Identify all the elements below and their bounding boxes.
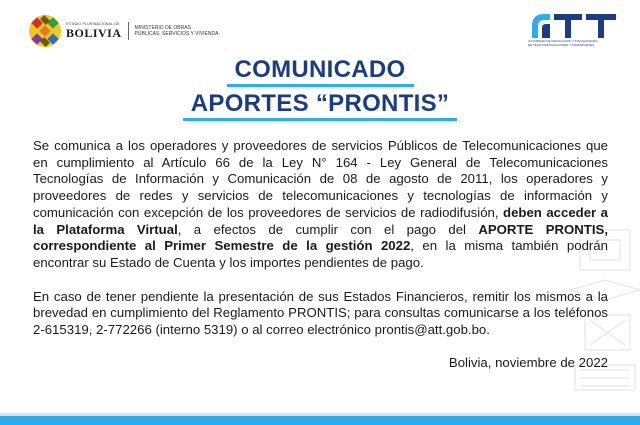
country-name: BOLIVIA — [66, 25, 122, 40]
p1-bold-plataforma-virtual: deben acceder a la Plataforma Virtual — [33, 204, 609, 237]
p1-text-3: , en la misma también podrán encontrar su Estado de Cuenta y los importes pendientes de pago. — [33, 238, 608, 270]
footer-accent-bar — [0, 416, 640, 425]
estado-label: ESTADO PLURINACIONAL DE — [66, 22, 120, 27]
paragraph-1 — [33, 138, 608, 272]
p1-text-1: Se comunica a los operadores y proveedores de servicios Públicos de Telecomunicaciones que en cumplimiento al Artículo 66 de la Ley N° 164 - Ley General de Telecomunicaciones Tecnologías de Información y Comunicación de 08 de agosto de 2011, los operadores y proveedores de redes y servicios de telecomunicaciones y tecnologías de información y comunicación con excepción de los proveedores de servicios de radiodifusión, — [33, 138, 608, 220]
ministry-name — [135, 25, 219, 38]
government-logo — [28, 14, 218, 48]
att-subtitle — [528, 40, 623, 47]
title-block — [0, 56, 640, 121]
att-subtitle-line-2: DE TELECOMUNICACIONES Y TRANSPORTES — [528, 42, 595, 47]
body-content — [33, 138, 608, 371]
header — [0, 0, 640, 58]
bolivia-seal-icon — [28, 14, 62, 48]
att-logo-icon — [528, 12, 623, 38]
att-logo — [528, 12, 623, 47]
signoff-date: Bolivia, noviembre de 2022 — [448, 354, 608, 370]
paragraph-2: En caso de tener pendiente la presentación de sus Estados Financieros, remitir los mismos a la brevedad en cumplimiento del Reglamento PRONTIS; para consultas comunicarse a los teléfonos 2-615319, 2-772266 (interno 5319) o al correo electrónico prontis@att.gob.bo. — [33, 288, 608, 338]
title-comunicado: COMUNICADO — [227, 56, 414, 87]
title-aportes-prontis: APORTES “PRONTIS” — [183, 90, 457, 121]
gov-text — [66, 23, 122, 39]
p1-text-2: , a efectos de cumplir con el pago del — [177, 221, 479, 237]
ministry-line-2: PÚBLICAS, SERVICIOS Y VIVIENDA — [134, 31, 219, 37]
logo-divider — [128, 22, 129, 40]
ministry-line-1: MINISTERIO DE OBRAS — [134, 24, 191, 31]
att-subtitle-line-1: AUTORIDAD DE REGULACIÓN Y FISCALIZACIÓN — [528, 39, 598, 43]
p1-bold-aporte-prontis: APORTE PRONTIS, correspondiente al Primer Semestre de la gestión 2022 — [33, 221, 608, 254]
